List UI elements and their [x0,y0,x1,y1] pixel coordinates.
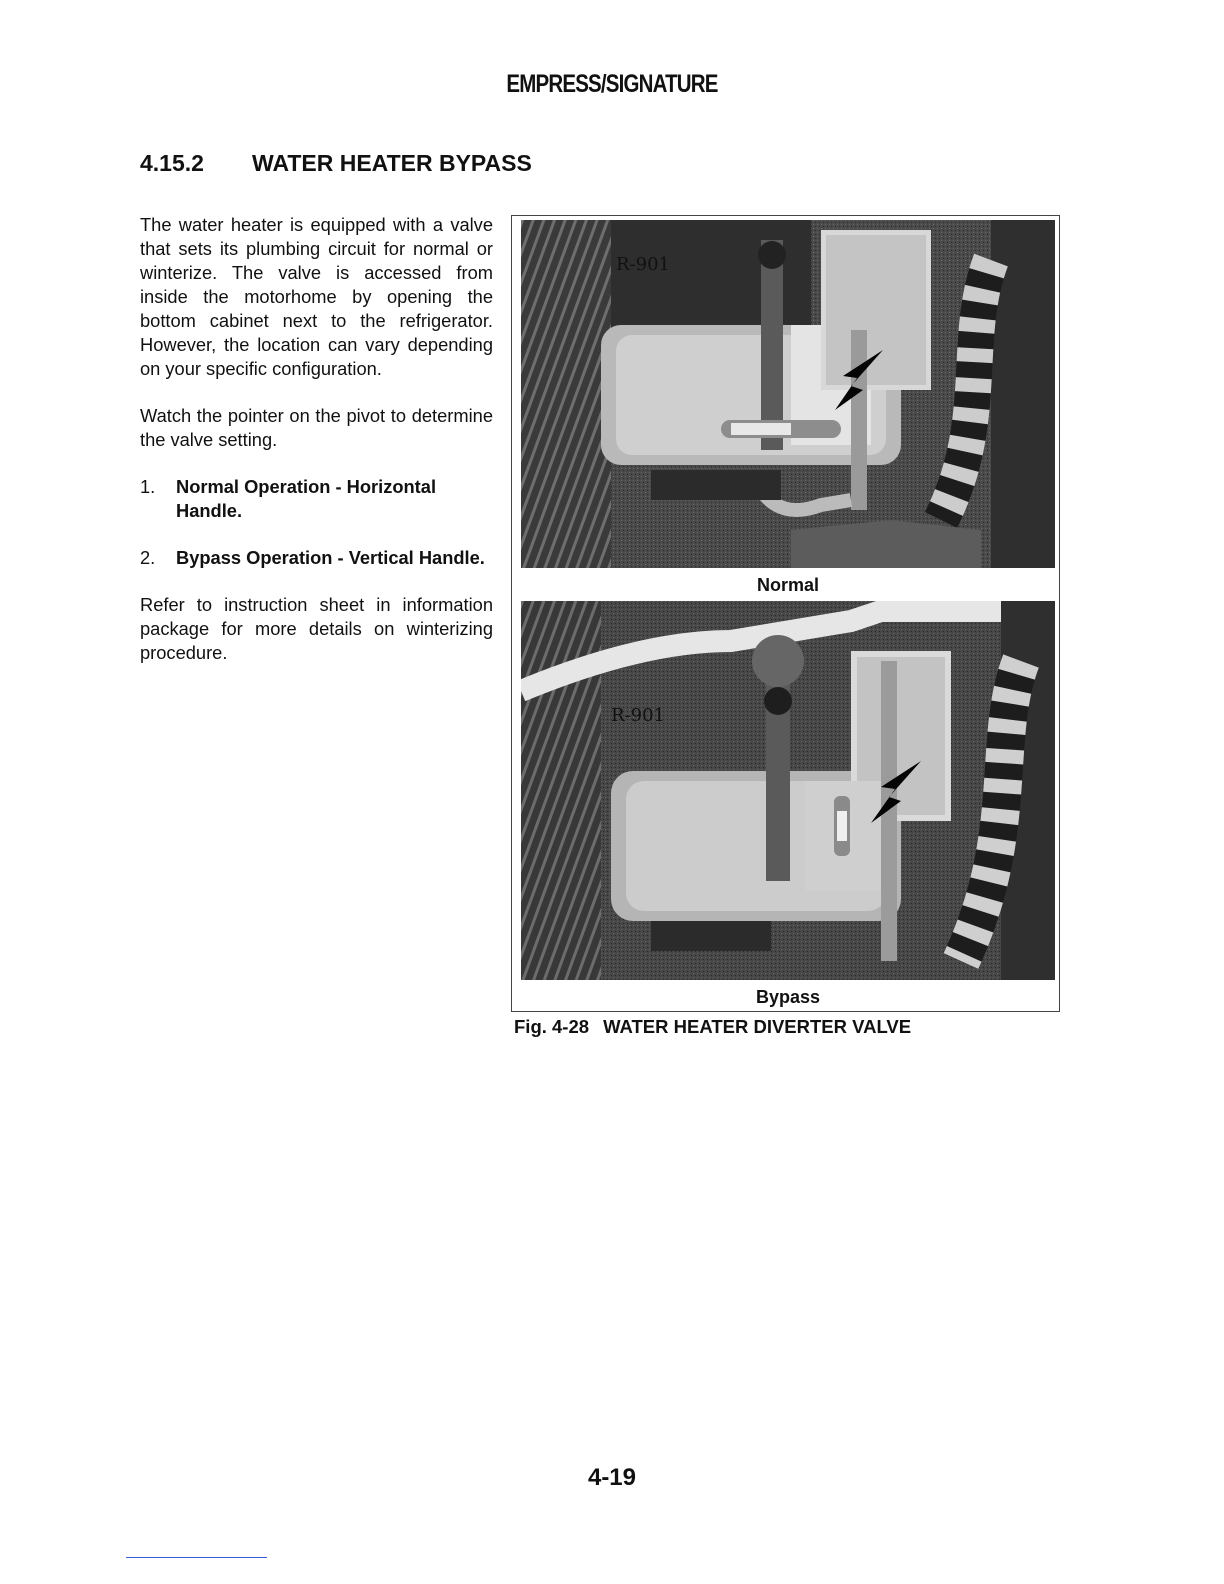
step-number: 2. [140,547,156,568]
footer-rule [126,1557,267,1558]
photo-label-bypass: Bypass [755,987,821,1007]
photo-normal-illustration [521,220,1055,568]
photo-handwriting: R-901 [611,705,665,726]
figure-title: WATER HEATER DIVERTER VALVE [603,1016,912,1037]
page-number: 4-19 [587,1464,637,1491]
photo-normal [521,220,1055,568]
intro-paragraph: The water heater is equipped with a valve that sets its plumbing circuit for normal or winterize. The valve is accessed from inside the motorhome by opening the bottom cabinet next to the refrigerator. However, the location can vary depending on your specific configuration. [140,214,493,379]
pointer-paragraph: Watch the pointer on the pivot to determine the valve setting. [140,405,493,450]
photo-label-normal: Normal [756,575,819,595]
closing-paragraph: Refer to instruction sheet in information package for more details on winterizing procedure. [140,594,493,663]
photo-bypass [521,601,1055,980]
section-heading [140,150,532,177]
step-normal [140,475,493,523]
figure-number: Fig. 4-28 [514,1016,590,1037]
photo-handwriting: R-901 [616,254,670,275]
step-number: 1. [140,476,156,497]
section-number: 4.15.2 [140,150,204,176]
step-text: Bypass Operation - Vertical Handle. [176,547,485,568]
body-text [140,213,493,688]
running-header: EMPRESS/SIGNATURE [506,70,718,98]
figure-caption [514,1016,911,1038]
section-title: WATER HEATER BYPASS [252,150,532,176]
photo-bypass-illustration [521,601,1055,980]
step-text: Normal Operation - Horizontal Handle. [176,476,437,521]
step-bypass [140,546,493,570]
